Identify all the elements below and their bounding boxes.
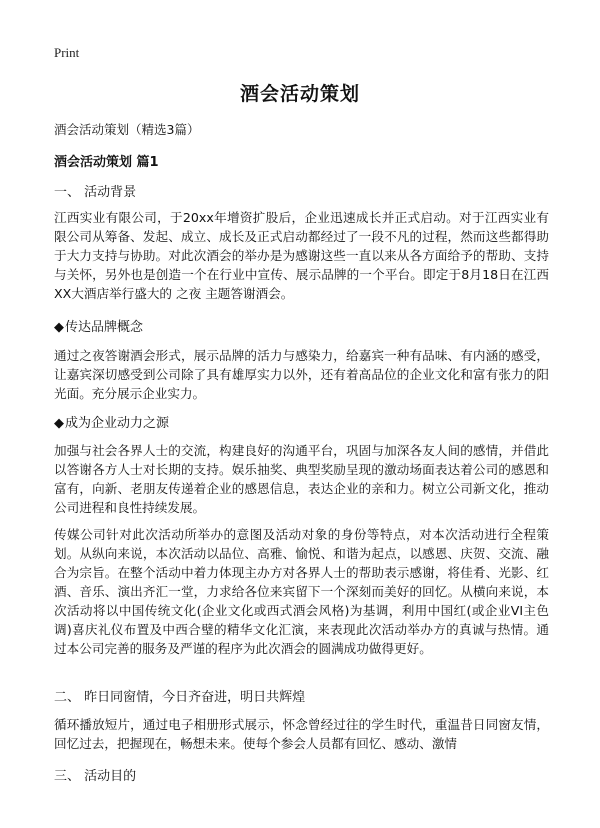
section-title: 酒会活动策划 篇1 [54, 155, 159, 170]
paragraph-classmates: 循环播放短片，通过电子相册形式展示，怀念曾经过往的学生时代，重温昔日同窗友情，回忆过去，把握现在，畅想未来。使每个参会人员都有回忆、感动、激情 [54, 717, 549, 751]
heading-classmates: 二、 昨日同窗情，今日齐奋进，明日共辉煌 [54, 690, 306, 705]
paragraph-planning: 传媒公司针对此次活动所举办的意图及活动对象的身份等特点，对本次活动进行全程策划。从纵向来说，本次活动以品位、高雅、愉悦、和谐为起点，以感恩、庆贺、交流、融合为宗旨。在整个活动中着力体现主办方对各界人士的帮助表示感谢，将佳肴、光影、红酒、音乐、演出齐汇一堂，力求给各位来宾留下一个深刻而美好的回忆。从横向来说，本次活动将以中国传统文化(企业文化或西式酒会风格)为基调，利用中国红(或企业VI主色调)喜庆礼仪布置及中西合璧的精华文化汇演，来表现此次活动举办方的真诚与热情。通过本公司完善的服务及严谨的程序为此次酒会的圆满成功做得更好。 [54, 527, 549, 656]
page-title: 酒会活动策划 [239, 83, 360, 105]
diamond-bullet-icon: ◆ [54, 416, 64, 431]
heading-activity-background: 一、 活动背景 [54, 185, 137, 200]
heading-activity-purpose: 三、 活动目的 [54, 769, 137, 784]
document-subtitle: 酒会活动策划（精选3篇） [54, 122, 200, 137]
paragraph-background: 江西实业有限公司，于20xx年增资扩股后，企业迅速成长并正式启动。对于江西实业有限公司从筹备、发起、成立、成长及正式启动都经过了一段不凡的过程，然而这些都得助于大力支持与协助。对此次酒会的举办是为感谢这些一直以来从各方面给予的帮助、支持与关怀，另外也是创造一个在行业中宣传、展示品牌的一个平台。即定于8月18日在江西XX大酒店举行盛大的 之夜 主题答谢酒会。 [54, 210, 549, 301]
print-label: Print [54, 45, 80, 60]
bullet-enterprise-power-label: 成为企业动力之源 [65, 416, 170, 431]
paragraph-brand-concept: 通过之夜答谢酒会形式，展示品牌的活力与感染力，给嘉宾一种有品味、有内涵的感受，让嘉宾深切感受到公司除了具有雄厚实力以外，还有着高品位的企业文化和富有张力的阳光面。充分展示企业实力。 [54, 348, 549, 401]
bullet-brand-concept [54, 316, 143, 335]
paragraph-enterprise-power: 加强与社会各界人士的交流，构建良好的沟通平台，巩固与加深各友人间的感情，并借此以答谢各方人士对长期的支持。娱乐抽奖、典型奖励呈现的激动场面表达着公司的感恩和富有，向新、老朋友传递着企业的感恩信息，表达企业的亲和力。树立公司新文化，推动公司进程和良性持续发展。 [54, 443, 549, 515]
bullet-enterprise-power [54, 412, 169, 431]
diamond-bullet-icon: ◆ [54, 320, 64, 335]
bullet-brand-concept-label: 传达品牌概念 [65, 320, 144, 335]
